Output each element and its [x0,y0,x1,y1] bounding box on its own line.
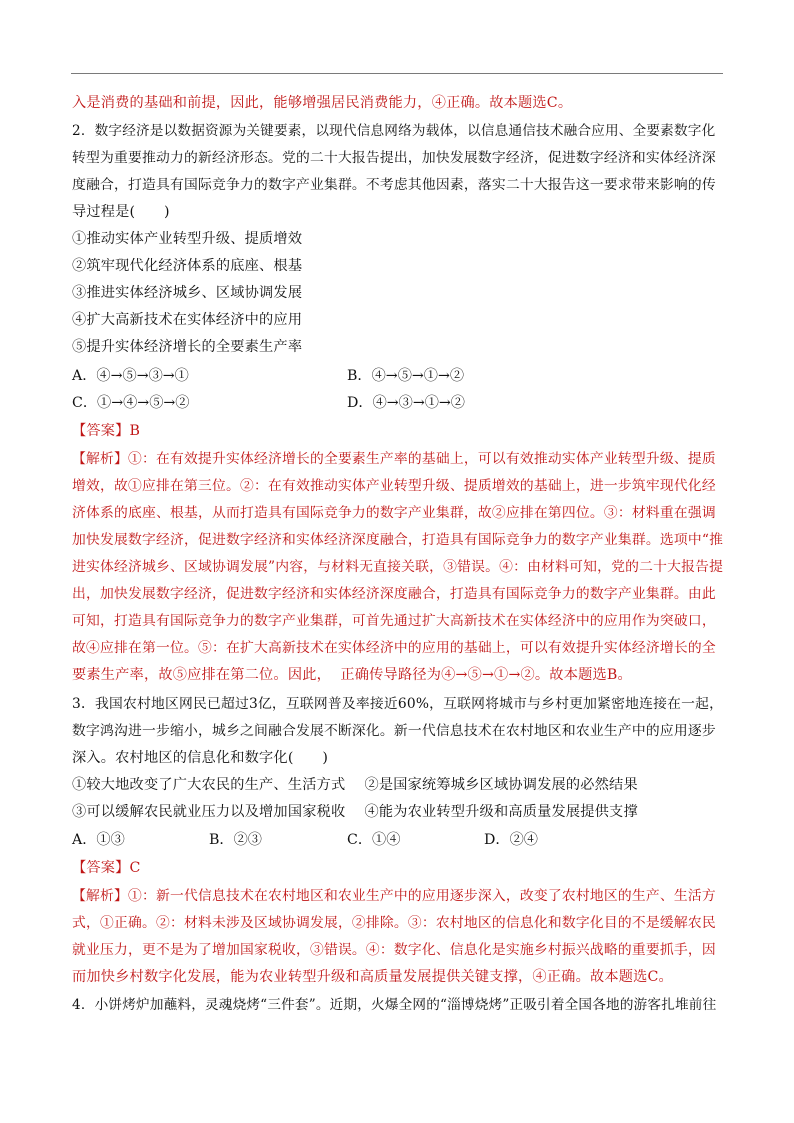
q2-item-5: ⑤提升实体经济增长的全要素生产率 [72,339,303,355]
q2-analysis-line-1: 【解析】①：在有效提升实体经济增长的全要素生产率的基础上，可以有效推动实体产业转型升级、提质 [72,451,716,467]
q2-option-c: C．①→④→⑤→② [72,395,190,411]
q3-analysis-line-1: 【解析】①：新一代信息技术在农村地区和农业生产中的应用逐步深入，改变了农村地区的生产、生活方 [72,888,716,904]
q2-stem-line-4: 导过程是( ) [72,204,170,220]
q4-stem-line-1: 4．小饼烤炉加蘸料，灵魂烧烤“三件套”。近期，火爆全网的“淄博烧烤”正吸引着全国各地的游客扎堆前往 [72,997,717,1013]
q2-analysis-line-3: 济体系的底座、根基，从而打造具有国际竞争力的数字产业集群，故②应排在第四位。③：材料重在强调 [72,505,716,521]
q2-option-a: A．④→⑤→③→① [72,368,189,384]
q2-analysis-line-7: 可知，打造具有国际竞争力的数字产业集群，可首先通过扩大高新技术在实体经济中的应用作为突破口， [72,613,716,629]
q2-stem-line-2: 转型为重要推动力的新经济形态。党的二十大报告提出，加快发展数字经济，促进数字经济和实体经济深 [72,150,716,166]
q3-stem-line-3: 深入。农村地区的信息化和数字化( ) [72,750,329,766]
q2-analysis-line-2: 增效，故①应排在第三位。②：在有效推动实体产业转型升级、提质增效的基础上，进一步筑牢现代化经 [72,478,716,494]
q3-stem-line-2: 数字鸿沟进一步缩小，城乡之间融合发展不断深化。新一代信息技术在农村地区和农业生产中的应用逐步 [72,723,716,739]
q3-analysis-line-2: 式，①正确。②：材料未涉及区域协调发展，②排除。③：农村地区的信息化和数字化目的不是缓解农民 [72,915,716,931]
q3-analysis-line-3: 就业压力，更不是为了增加国家税收，③错误。④：数字化、信息化是实施乡村振兴战略的重要抓手，因 [72,942,716,958]
q2-item-2: ②筑牢现代化经济体系的底座、根基 [72,258,303,274]
q2-option-b: B．④→⑤→①→② [347,368,465,384]
q2-analysis-line-4: 加快发展数字经济，促进数字经济和实体经济深度融合，打造具有国际竞争力的数字产业集群。选项中“推 [72,532,724,548]
q2-stem-line-3: 度融合，打造具有国际竞争力的数字产业集群。不考虑其他因素，落实二十大报告这一要求带来影响的传 [72,177,716,193]
header-rule [71,73,723,74]
q3-analysis-line-4: 而加快乡村数字化发展，能为农业转型升级和高质量发展提供关键支撑，④正确。故本题选C。 [72,969,673,985]
q3-items-row-2: ③可以缓解农民就业压力以及增加国家税收 ④能为农业转型升级和高质量发展提供支撑 [72,804,638,820]
q2-analysis-line-6: 出，加快发展数字经济，促进数字经济和实体经济深度融合，打造具有国际竞争力的数字产业集群。由此 [72,586,716,602]
q3-option-d: D．②④ [484,832,538,848]
q2-answer: 【答案】B [72,423,141,439]
q2-analysis-line-8: 故④应排在第一位。⑤：在扩大高新技术在实体经济中的应用的基础上，可以有效提升实体经济增长的全 [72,640,716,656]
q3-option-c: C．①④ [347,832,401,848]
q2-option-d: D．④→③→①→② [347,395,465,411]
q2-analysis-line-9: 要素生产率，故⑤应排在第二位。因此， 正确传导路径为④→⑤→①→②。故本题选B。 [72,667,632,683]
q2-item-4: ④扩大高新技术在实体经济中的应用 [72,312,303,328]
q3-option-b: B．②③ [209,832,262,848]
q3-answer: 【答案】C [72,860,141,876]
q2-item-1: ①推动实体产业转型升级、提质增效 [72,231,303,247]
q2-analysis-line-5: 进实体经济城乡、区域协调发展”内容，与材料无直接关联，③错误。④：由材料可知，党的二十大报告提 [72,559,724,575]
q3-option-a: A．①③ [72,832,125,848]
q2-item-3: ③推进实体经济城乡、区域协调发展 [72,285,303,301]
q1-analysis-tail: 入是消费的基础和前提，因此，能够增强居民消费能力，④正确。故本题选C。 [72,95,573,111]
q3-items-row-1: ①较大地改变了广大农民的生产、生活方式 ②是国家统筹城乡区域协调发展的必然结果 [72,777,638,793]
q2-stem-line-1: 2．数字经济是以数据资源为关键要素，以现代信息网络为载体，以信息通信技术融合应用、全要素数字化 [72,123,716,139]
q3-stem-line-1: 3．我国农村地区网民已超过3亿，互联网普及率接近60%，互联网将城市与乡村更加紧密地连接在一起， [72,696,724,712]
